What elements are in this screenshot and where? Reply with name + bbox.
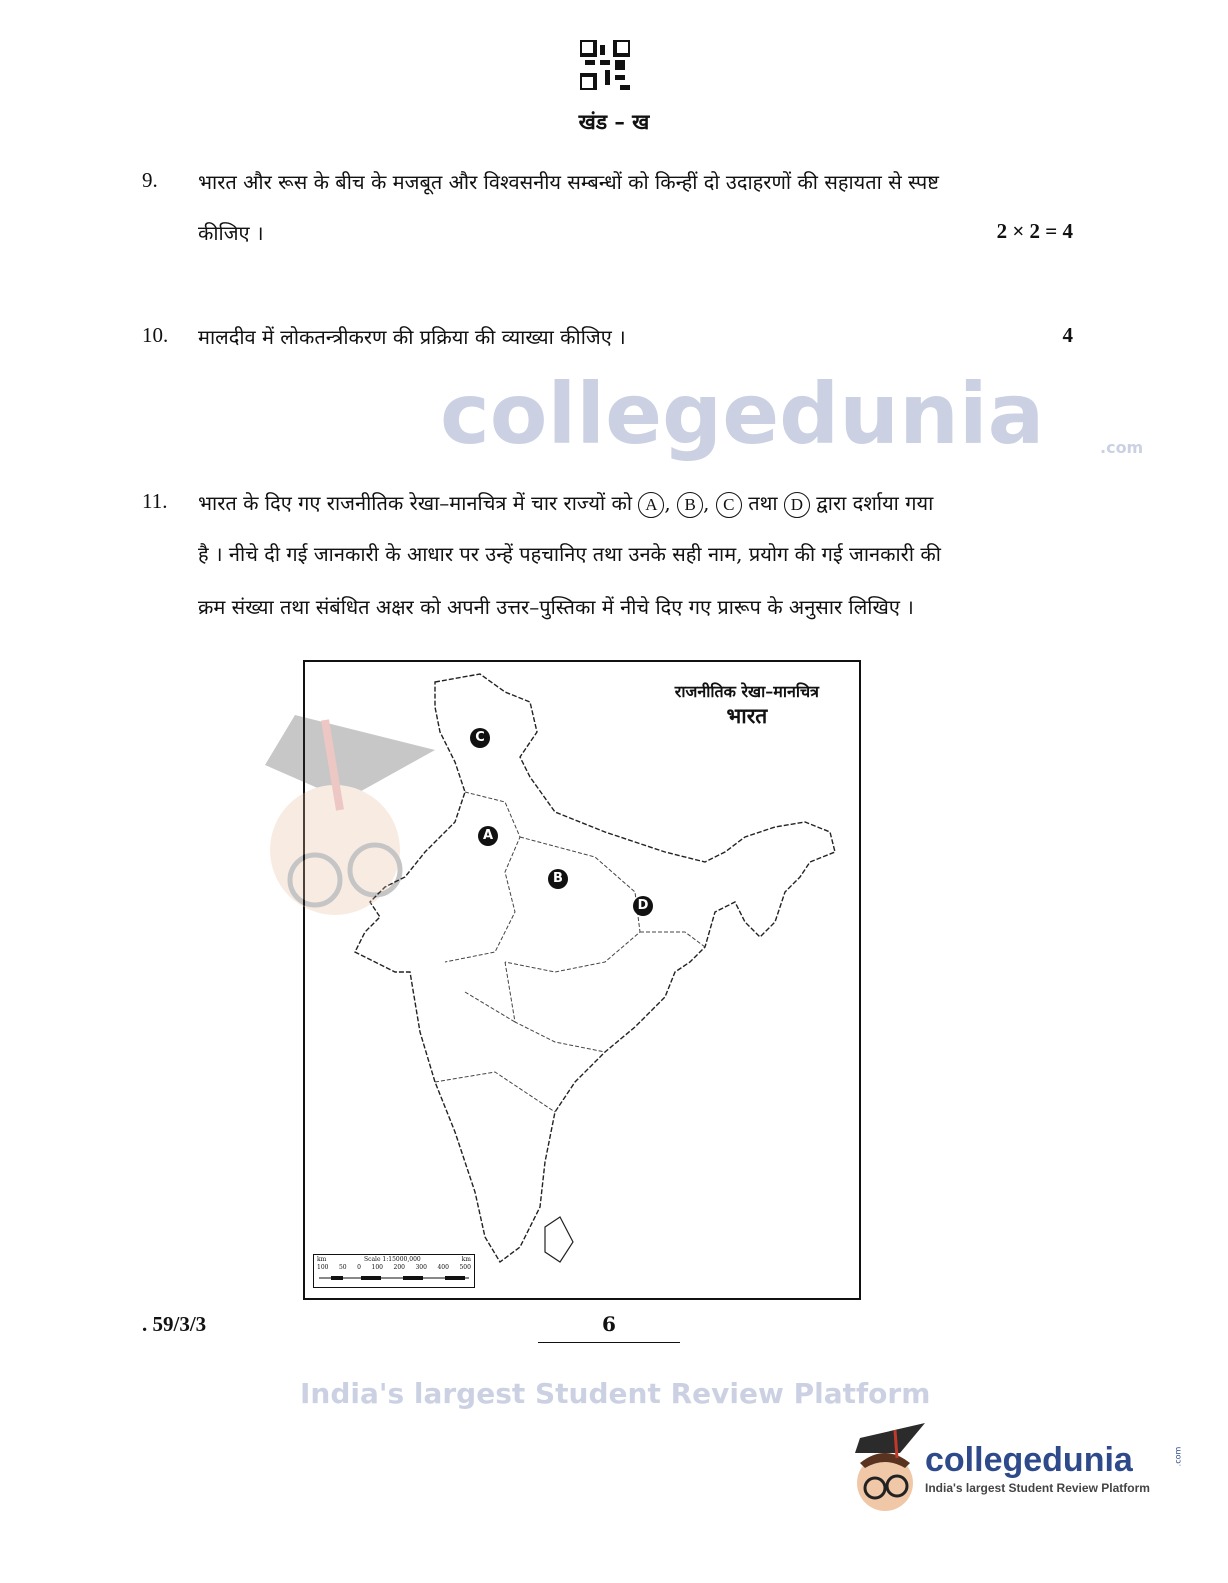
- map-marker-b: B: [548, 869, 568, 889]
- scale-tick: 300: [415, 1264, 427, 1271]
- scale-unit: km: [317, 1256, 327, 1263]
- question-marks: 2 × 2 = 4: [996, 219, 1073, 243]
- scale-tick: 100: [317, 1264, 329, 1271]
- question-marks: 4: [1062, 323, 1073, 347]
- scale-tick: 0: [357, 1264, 361, 1271]
- map-marker-d: D: [633, 896, 653, 916]
- question-text: कीजिए ।: [198, 221, 264, 245]
- collegedunia-logo: [925, 1440, 1150, 1495]
- map-scale-bar: [313, 1254, 475, 1288]
- scale-tick: 50: [338, 1264, 347, 1271]
- map-marker-a: A: [478, 826, 498, 846]
- scale-tick: 400: [437, 1264, 449, 1271]
- question-text: है । नीचे दी गई जानकारी के आधार पर उन्हें पहचानिए तथा उनके सही नाम, प्रयोग की गई जानकारी की: [198, 542, 941, 566]
- scale-label: Scale 1:15000,000: [364, 1256, 421, 1263]
- collegedunia-mascot-icon: [845, 1418, 925, 1518]
- page-number: 6: [538, 1312, 680, 1343]
- scale-bar-graphic: [319, 1273, 469, 1283]
- question-number: 11.: [142, 489, 168, 513]
- watermark-suffix: .com: [1100, 438, 1144, 457]
- scale-tick: 200: [393, 1264, 405, 1271]
- question-number: 9.: [142, 168, 158, 192]
- watermark-tagline: India's largest Student Review Platform: [300, 1377, 931, 1410]
- logo-suffix: .com: [1173, 1446, 1183, 1467]
- qr-code: [580, 40, 630, 90]
- question-text: क्रम संख्या तथा संबंधित अक्षर को अपनी उत्तर–पुस्तिका में नीचे दिए गए प्रारूप के अनुसार लिखिए ।: [198, 595, 914, 619]
- text: भारत के दिए गए राजनीतिक रेखा–मानचित्र में चार राज्यों को: [198, 491, 633, 515]
- circled-letter: D: [784, 492, 810, 518]
- circled-letter: A: [638, 492, 664, 518]
- section-title: खंड – ख: [578, 109, 650, 134]
- question-text: भारत के दिए गए राजनीतिक रेखा–मानचित्र में चार राज्यों को A , B , C तथा D द्वारा दर्शाया गया: [198, 489, 933, 518]
- map-subtitle: भारत: [726, 703, 768, 728]
- text: द्वारा दर्शाया गया: [816, 491, 934, 515]
- circled-letter: C: [716, 492, 742, 518]
- scale-unit: km: [461, 1256, 471, 1263]
- question-text: भारत और रूस के बीच के मजबूत और विश्वसनीय सम्बन्धों को किन्हीं दो उदाहरणों की सहायता से स्पष्ट: [198, 170, 939, 194]
- map-marker-c: C: [470, 728, 490, 748]
- circled-letter: B: [677, 492, 703, 518]
- watermark-brand: collegedunia: [440, 365, 1045, 463]
- text: तथा: [748, 491, 778, 515]
- map-title-text: राजनीतिक रेखा–मानचित्र: [674, 682, 819, 701]
- map-title: [675, 680, 819, 730]
- scale-tick: 500: [459, 1264, 471, 1271]
- question-number: 10.: [142, 323, 169, 347]
- paper-code: . 59/3/3: [142, 1312, 207, 1336]
- scale-tick: 100: [371, 1264, 383, 1271]
- logo-tagline: India's largest Student Review Platform: [925, 1480, 1150, 1495]
- mascot-watermark-icon: [235, 710, 435, 940]
- question-text: मालदीव में लोकतन्त्रीकरण की प्रक्रिया की व्याख्या कीजिए ।: [198, 325, 626, 349]
- logo-brand: collegedunia: [925, 1441, 1133, 1479]
